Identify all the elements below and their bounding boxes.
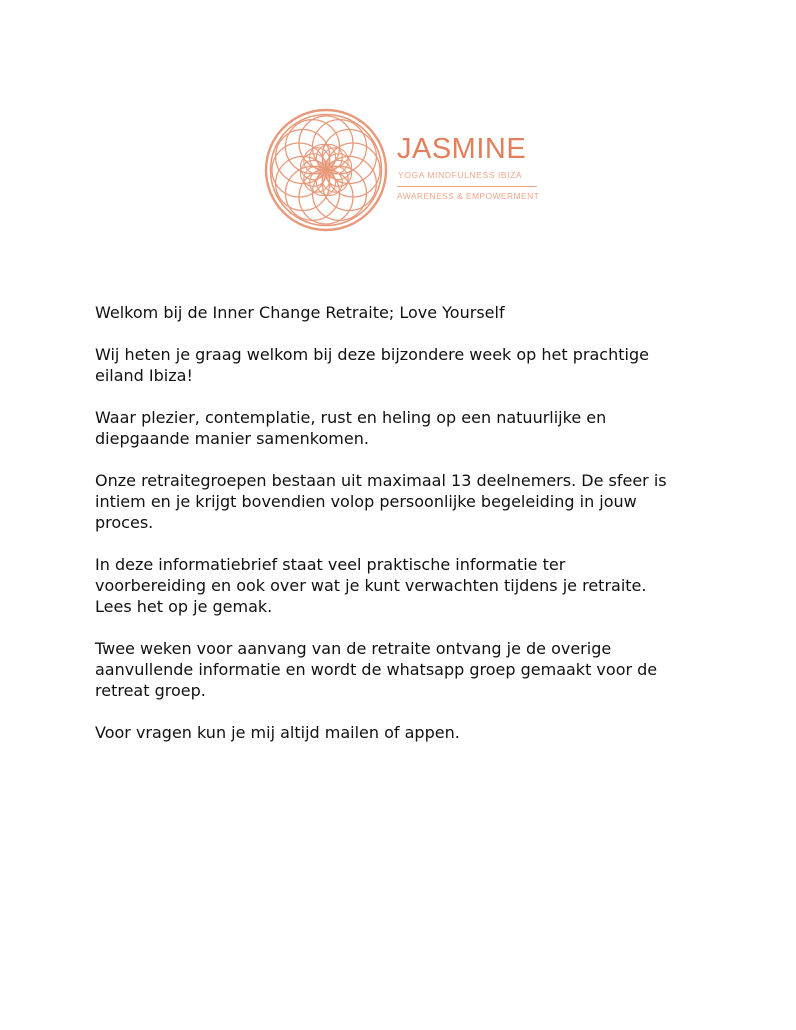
- text-line: voorbereiding en ook over wat je kunt verwachten tijdens je retraite.: [95, 576, 647, 595]
- paragraph-whatsapp-group: [95, 638, 745, 701]
- text-line: intiem en je krijgt bovendien volop persoonlijke begeleiding in jouw: [95, 492, 637, 511]
- text-line: Wij heten je graag welkom bij deze bijzondere week op het prachtige: [95, 345, 649, 364]
- text-line: eiland Ibiza!: [95, 366, 193, 385]
- paragraph-welcome-title: [95, 302, 745, 323]
- text-line: Welkom bij de Inner Change Retraite; Love Yourself: [95, 303, 505, 322]
- text-line: aanvullende informatie en wordt de whatsapp groep gemaakt voor de: [95, 660, 658, 679]
- text-line: Onze retraitegroepen bestaan uit maximaal 13 deelnemers. De sfeer is: [95, 471, 667, 490]
- text-line: Waar plezier, contemplatie, rust en heling op een natuurlijke en: [95, 408, 607, 427]
- text-line: Twee weken voor aanvang van de retraite ontvang je de overige: [95, 639, 612, 658]
- text-line: Voor vragen kun je mij altijd mailen of appen.: [95, 723, 460, 742]
- text-line: In deze informatiebrief staat veel praktische informatie ter: [95, 555, 566, 574]
- text-line: retreat groep.: [95, 681, 206, 700]
- paragraph-info-letter: [95, 554, 745, 617]
- text-line: diepgaande manier samenkomen.: [95, 429, 369, 448]
- logo-tagline-secondary: AWARENESS & EMPOWERMENT: [397, 191, 540, 201]
- letter-body: [95, 302, 745, 764]
- logo-tagline-primary: YOGA MINDFULNESS IBIZA: [398, 170, 523, 180]
- text-line: Lees het op je gemak.: [95, 597, 273, 616]
- paragraph-contact: [95, 722, 745, 743]
- flower-of-life-mandala-icon: [264, 108, 388, 232]
- paragraph-group-size: [95, 470, 745, 533]
- brand-logo: [264, 108, 544, 232]
- text-line: proces.: [95, 513, 154, 532]
- paragraph-description: [95, 407, 745, 449]
- logo-title: JASMINE: [397, 133, 527, 165]
- paragraph-welcome: [95, 344, 745, 386]
- logo-divider: [397, 186, 537, 187]
